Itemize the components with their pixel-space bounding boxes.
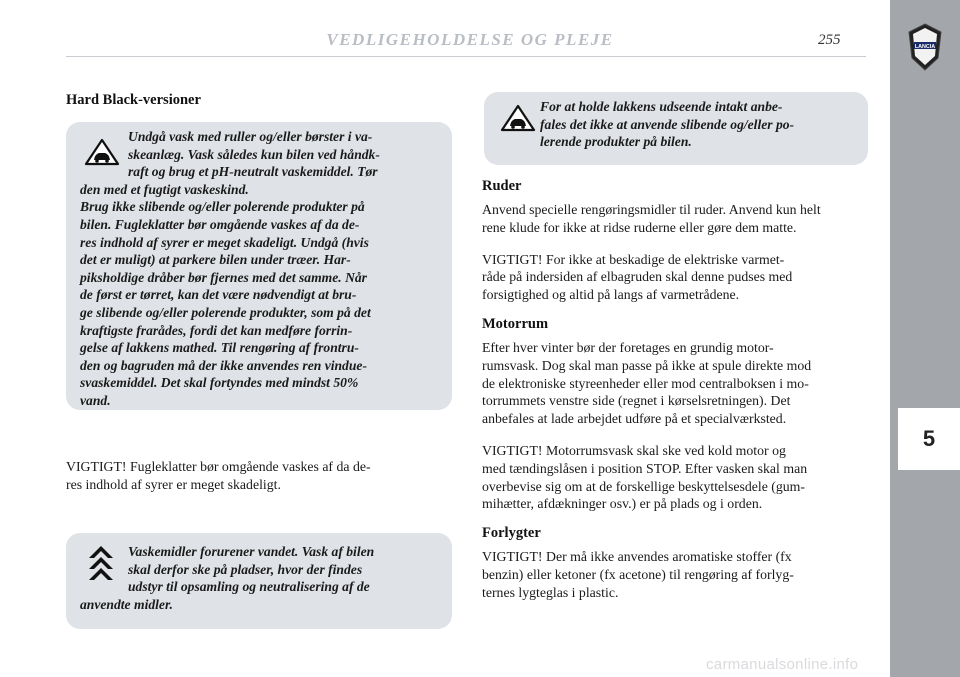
paragraph <box>482 251 868 304</box>
warning2-indent-block <box>128 543 446 596</box>
body-text-line: benzin) eller ketoner (fx acetone) til rengøring af forlyg- <box>482 566 794 582</box>
important-bird-droppings <box>66 458 452 494</box>
section-heading: Ruder <box>482 178 522 194</box>
car-warning-icon <box>500 104 536 132</box>
page-number: 255 <box>818 32 841 48</box>
body-text-line: VIGTIGT! Fugleklatter bør omgående vaskes af da de- <box>66 459 371 474</box>
header-divider <box>66 56 866 57</box>
body-text-line: rene klude for ikke at ridse ruderne eller gøre dem matte. <box>482 219 797 235</box>
warning-text-line: lerende produkter på bilen. <box>540 134 692 150</box>
body-text-line: VIGTIGT! For ikke at beskadige de elektriske varmet- <box>482 251 785 267</box>
warning-text-line: udstyr til opsamling og neutralisering af de <box>128 579 370 595</box>
warning-text-line: den og bagruden må der ikke anvendes ren vindue- <box>80 357 367 373</box>
warning-text-line: den med et fugtigt vaskeskind. <box>80 181 249 197</box>
body-text-line: VIGTIGT! Der må ikke anvendes aromatiske stoffer (fx <box>482 549 792 565</box>
watermark-text: carmanualsonline.info <box>706 656 859 673</box>
warning-text-line: bilen. Fugleklatter bør omgående vaskes af da de- <box>80 216 360 232</box>
body-text-line: råde på indersiden af elbagruden skal denne pudses med <box>482 269 793 285</box>
warning-text-line: det er muligt) at parkere bilen under træer. Har- <box>80 252 351 268</box>
warning-text-line: Vaskemidler forurener vandet. Vask af bilen <box>128 544 375 559</box>
section-heading: Motorrum <box>482 315 549 332</box>
warning3-indent-block <box>540 98 862 151</box>
warning1-indent-block <box>128 128 446 181</box>
body-text-line: VIGTIGT! Motorrumsvask skal ske ved kold motor og <box>482 442 786 458</box>
running-header-title: VEDLIGEHOLDELSE OG PLEJE <box>326 30 614 49</box>
warning-text-line: Undgå vask med ruller og/eller børster i va- <box>128 129 373 144</box>
warning-box-environment <box>66 533 452 629</box>
section-heading: Forlygter <box>482 525 541 542</box>
warning-text-line: skeanlæg. Vask således kun bilen ved håndk- <box>128 146 380 162</box>
paragraph <box>482 201 868 237</box>
lancia-logo-icon <box>905 22 945 72</box>
body-text-line: rumsvask. Dog skal man passe på ikke at spule direkte mod <box>482 357 812 373</box>
body-text-line: forsigtighed og altid på langs af varmetrådene. <box>482 287 740 303</box>
chapter-sidebar <box>890 0 960 677</box>
body-text-line: de elektroniske styreenheder eller mod centralboksen i mo- <box>482 375 809 391</box>
warning-text-line: anvendte midler. <box>80 596 173 612</box>
warning-text-line: kraftigste frarådes, fordi det kan medføre forrin- <box>80 322 353 338</box>
chapter-tab[interactable] <box>898 408 960 470</box>
warning-box-washing <box>66 122 452 410</box>
section-heading-hard-black: Hard Black-versioner <box>66 92 201 108</box>
warning-text-line: For at holde lakkens udseende intakt anbe- <box>540 99 783 114</box>
warning-text-line: ge slibende og/eller polerende produkter, som på det <box>80 304 371 320</box>
paragraph <box>482 442 868 513</box>
warning-box-paint <box>484 92 868 165</box>
warning1-full-block <box>80 181 446 410</box>
body-text-line: Efter hver vinter bør der foretages en grundig motor- <box>482 339 774 355</box>
body-text-line: mihætter, afdækninger osv.) er på plads og i orden. <box>482 496 763 512</box>
warning-text-line: de først er tørret, kan det være nødvendigt at bru- <box>80 287 357 303</box>
body-text-line: torrummets venstre side (regnet i kørselsretningen). Det <box>482 393 791 409</box>
warning-text-line: gelse af lakkens mathed. Til rengøring af frontru- <box>80 340 359 356</box>
warning2-full-block <box>80 596 446 614</box>
logo-lettering: LANCIA <box>914 43 936 50</box>
warning-text-line: raft og brug et pH-neutralt vaskemiddel. Tør <box>128 164 378 180</box>
warning-text-line: svaskemiddel. Det skal fortyndes med mindst 50% <box>80 375 359 391</box>
body-text-line: med tændingslåsen i position STOP. Efter vasken skal man <box>482 460 808 476</box>
chapter-tab-number: 5 <box>922 426 936 451</box>
warning-text-line: fales det ikke at anvende slibende og/eller po- <box>540 116 795 132</box>
warning-text-line: vand. <box>80 392 111 408</box>
warning-text-line: res indhold af syrer er meget skadeligt. Undgå (hvis <box>80 234 369 250</box>
environment-icon <box>86 543 116 583</box>
warning-text-line: Brug ikke slibende og/eller polerende produkter på <box>80 199 365 215</box>
body-text-line: Anvend specielle rengøringsmidler til ruder. Anvend kun helt <box>482 202 821 217</box>
right-sections <box>482 178 868 614</box>
warning-text-line: skal derfor ske på pladser, hvor der findes <box>128 561 363 577</box>
body-text-line: ternes lygteglas i plastic. <box>482 584 619 600</box>
warning-text-line: piksholdige dråber bør fjernes med det samme. Når <box>80 269 367 285</box>
car-warning-icon <box>84 138 120 166</box>
paragraph <box>482 548 868 601</box>
body-text-line: overbevise sig om at de forskellige beskyttelsesdele (gum- <box>482 478 805 494</box>
body-text-line: res indhold af syrer er meget skadeligt. <box>66 476 281 492</box>
left-heading-wrap <box>66 92 201 109</box>
body-text-line: anbefales at lade arbejdet udføre på et specialværksted. <box>482 411 787 427</box>
paragraph <box>482 339 868 428</box>
